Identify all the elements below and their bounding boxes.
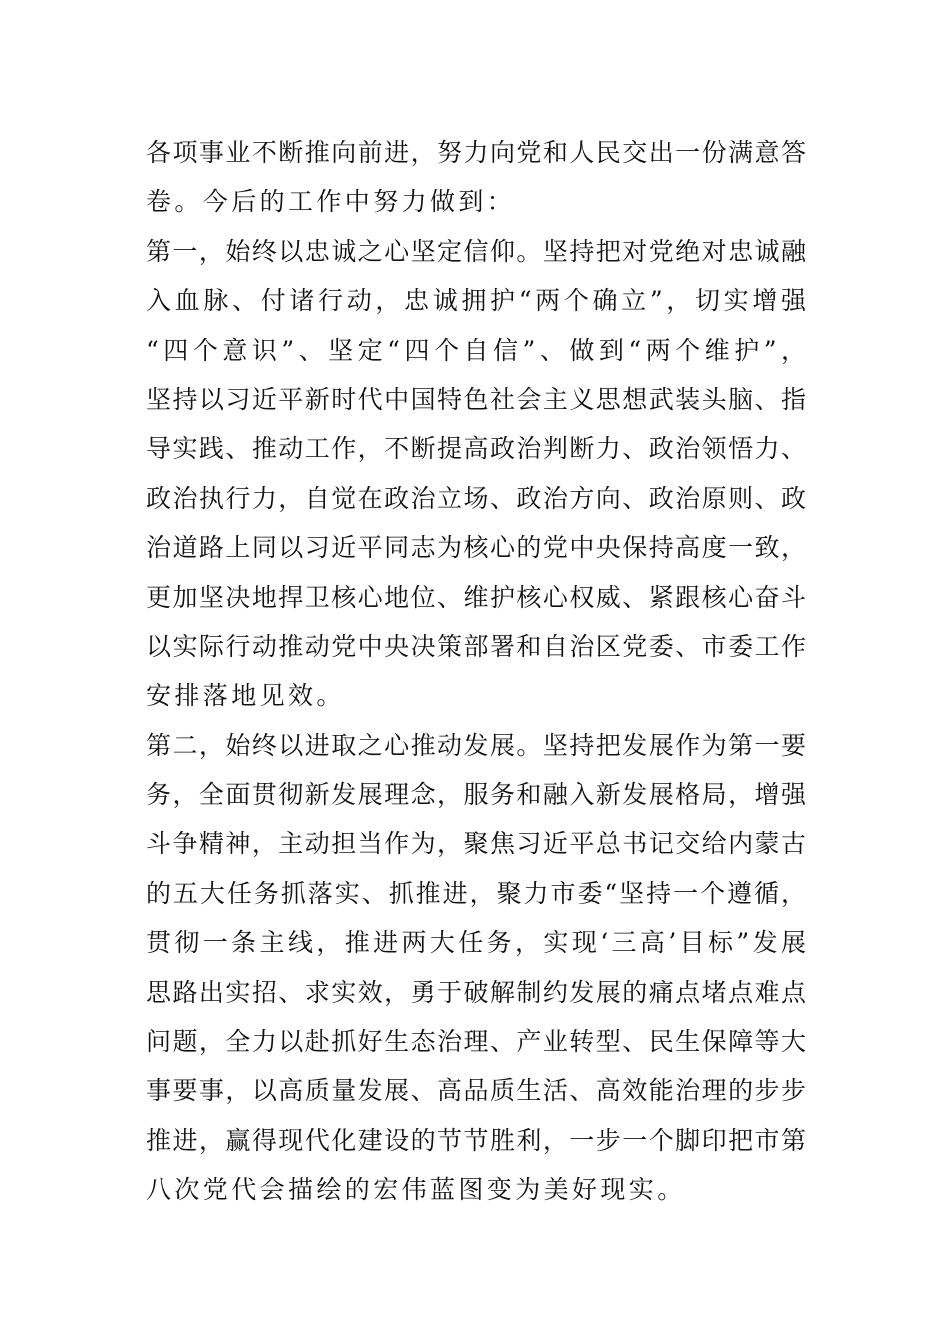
text-line: 安排落地见效。: [146, 681, 345, 711]
text-line: 第二，始终以进取之心推动发展。坚持把发展作为第一要: [146, 730, 806, 760]
text-line: 八次党代会描绘的宏伟蓝图变为美好现实。: [146, 1175, 686, 1205]
body-text: [146, 128, 806, 1215]
text-line: 第一，始终以忠诚之心坚定信仰。坚持把对党绝对忠诚融: [146, 236, 806, 266]
text-line: 各项事业不断推向前进，努力向党和人民交出一份满意答: [146, 138, 806, 167]
text-line: 政治执行力，自觉在政治立场、政治方向、政治原则、政: [146, 483, 806, 513]
text-line: 推进，赢得现代化建设的节节胜利，一步一个脚印把市第: [146, 1125, 806, 1155]
text-line: 务，全面贯彻新发展理念，服务和融入新发展格局，增强: [146, 780, 806, 810]
text-line: 事要事，以高质量发展、高品质生活、高效能治理的步步: [146, 1076, 806, 1106]
text-line: 治道路上同以习近平同志为核心的党中央保持高度一致，: [146, 533, 806, 563]
text-line: 贯彻一条主线，推进两大任务，实现‘三高’目标”发展: [146, 928, 806, 958]
text-line: 更加坚决地捍卫核心地位、维护核心权威、紧跟核心奋斗: [146, 582, 806, 612]
text-line: 导实践、推动工作，不断提高政治判断力、政治领悟力、: [146, 434, 806, 464]
text-line: 思路出实招、求实效，勇于破解制约发展的痛点堵点难点: [146, 977, 806, 1007]
text-line: 坚持以习近平新时代中国特色社会主义思想武装头脑、指: [146, 384, 806, 414]
text-line: 以实际行动推动党中央决策部署和自治区党委、市委工作: [146, 631, 806, 661]
text-line: 卷。今后的工作中努力做到：: [146, 187, 516, 217]
text-line: 斗争精神，主动担当作为，聚焦习近平总书记交给内蒙古: [146, 829, 806, 859]
text-line: 问题，全力以赴抓好生态治理、产业转型、民生保障等大: [146, 1027, 806, 1057]
text-line: “四个意识”、坚定“四个自信”、做到“两个维护”，: [146, 335, 806, 365]
text-line: 的五大任务抓落实、抓推进，聚力市委“坚持一个遵循，: [146, 878, 806, 908]
text-line: 入血脉、付诸行动，忠诚拥护“两个确立”，切实增强: [146, 286, 806, 316]
